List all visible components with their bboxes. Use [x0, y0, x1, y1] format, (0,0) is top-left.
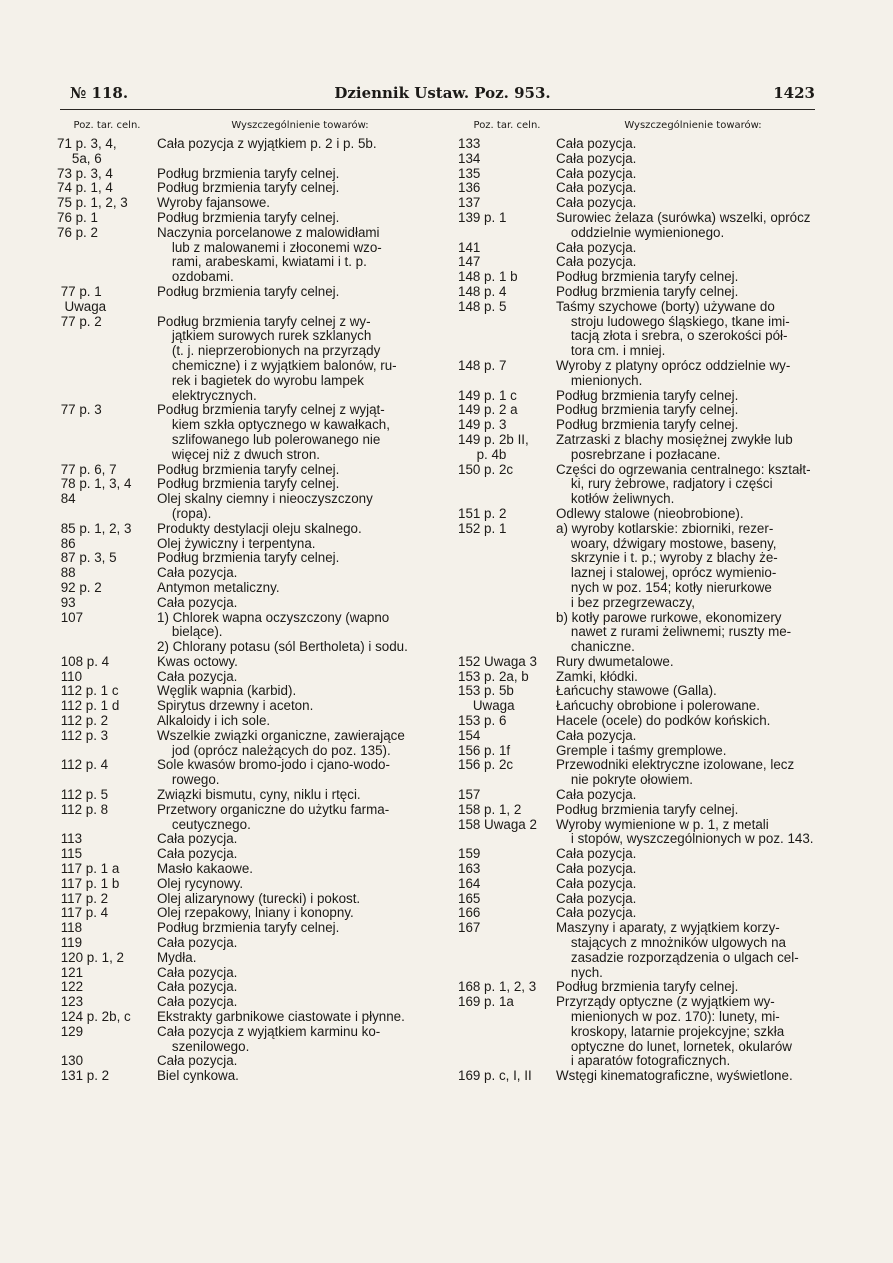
tariff-row: [57, 655, 443, 670]
goods-description: Cała pozycja.: [556, 196, 637, 211]
tariff-position: 112 p. 1 c: [57, 683, 119, 699]
goods-description: Olej skalny ciemny i nieoczyszczony (ropa).: [157, 492, 373, 521]
journal-title: Dziennik Ustaw. Poz. 953.: [334, 84, 551, 102]
tariff-row: [57, 492, 443, 522]
tariff-position: 149 p. 1 c: [458, 387, 517, 403]
goods-description: Cała pozycja.: [556, 788, 637, 803]
issue-number: № 118.: [70, 84, 129, 102]
goods-description: Cała pozycja.: [556, 891, 637, 906]
goods-description: Surowiec żelaza (surówka) wszelki, oprócz oddzielnie wymienionego.: [556, 210, 811, 240]
page-number: 1423: [773, 84, 815, 102]
goods-description: a) wyroby kotlarskie: zbiorniki, rezer- woary, dźwigary mostowe, baseny, skrzynie i t. p.; wyroby z blachy że- laznej i stalowej, oprócz wymienio- nych w poz. 154; kotły nierurkowe i bez przegrzewaczy, b) kotły parowe rurkowe, ekonomizery nawet z rurami żeliwnemi; ruszty me- chaniczne.: [556, 521, 792, 655]
tariff-row: [458, 729, 830, 744]
tariff-position: 147: [458, 254, 481, 270]
tariff-row: [57, 714, 443, 729]
tariff-row: [458, 995, 830, 1069]
page-header: [70, 84, 815, 108]
tariff-position: 135: [458, 165, 481, 181]
tariff-position: 169 p. c, I, II: [458, 1068, 532, 1084]
goods-description: Przewodniki elektryczne izolowane, lecz nie pokryte ołowiem.: [556, 758, 795, 788]
goods-description: Cała pozycja.: [157, 995, 238, 1010]
tariff-row: [458, 788, 830, 803]
goods-description: Podług brzmienia taryfy celnej.: [157, 921, 340, 936]
goods-description: Cała pozycja.: [157, 669, 238, 684]
tariff-row: [458, 1069, 830, 1084]
goods-description: Podług brzmienia taryfy celnej.: [556, 388, 739, 403]
tariff-row: [57, 862, 443, 877]
goods-description: Kwas octowy.: [157, 654, 238, 669]
right-rows: [458, 137, 830, 1084]
tariff-row: [57, 995, 443, 1010]
column-head-description: Wyszczególnienie towarów:: [624, 120, 762, 131]
tariff-row: [57, 196, 443, 211]
tariff-row: [458, 211, 830, 241]
tariff-position: 76 p. 2: [57, 224, 98, 240]
tariff-row: [458, 403, 830, 418]
tariff-position: 112 p. 2: [57, 713, 109, 729]
tariff-position: 156 p. 1f: [458, 742, 511, 758]
goods-description: Wszelkie związki organiczne, zawierające jod (oprócz należących do poz. 135).: [157, 728, 405, 758]
tariff-position: 139 p. 1: [458, 209, 507, 225]
tariff-row: [57, 211, 443, 226]
tariff-row: [458, 714, 830, 729]
tariff-position: 86: [57, 535, 76, 551]
goods-description: Wstęgi kinematograficzne, wyświetlone.: [556, 1069, 793, 1084]
tariff-row: [57, 285, 443, 315]
goods-description: Rury dwumetalowe.: [556, 654, 674, 669]
goods-description: Cała pozycja.: [157, 847, 238, 862]
tariff-position: 92 p. 2: [57, 579, 102, 595]
goods-description: Związki bismutu, cyny, niklu i rtęci.: [157, 788, 361, 803]
tariff-row: [57, 832, 443, 847]
tariff-position: 152 Uwaga 3: [458, 653, 537, 669]
tariff-position: 74 p. 1, 4: [57, 180, 113, 196]
tariff-row: [458, 418, 830, 433]
goods-description: Cała pozycja.: [556, 906, 637, 921]
tariff-row: [57, 181, 443, 196]
tariff-row: [458, 744, 830, 759]
tariff-row: [57, 921, 443, 936]
tariff-row: [57, 966, 443, 981]
tariff-position: 87 p. 3, 5: [57, 550, 117, 566]
goods-description: Olej alizarynowy (turecki) i pokost.: [157, 891, 361, 906]
goods-description: 1) Chlorek wapna oczyszczony (wapno bielące). 2) Chlorany potasu (sól Bertholeta) i sodu.: [157, 610, 408, 655]
goods-description: Cała pozycja z wyjątkiem karminu ko- szenilowego.: [157, 1024, 381, 1054]
goods-description: Olej żywiczny i terpentyna.: [157, 536, 316, 551]
tariff-position: 148 p. 1 b: [458, 269, 518, 285]
tariff-position: 75 p. 1, 2, 3: [57, 195, 128, 211]
tariff-position: 131 p. 2: [57, 1068, 110, 1084]
goods-description: Podług brzmienia taryfy celnej z wyjąt- kiem szkła optycznego w kawałkach, szlifowanego lub polerowanego nie więcej niż z dwuch stron.: [157, 403, 390, 462]
tariff-position: 110: [57, 668, 83, 684]
tariff-position: 148 p. 4: [458, 283, 507, 299]
tariff-row: [57, 403, 443, 462]
tariff-row: [57, 906, 443, 921]
tariff-row: [458, 270, 830, 285]
tariff-position: 93: [57, 594, 76, 610]
goods-description: Cała pozycja.: [556, 862, 637, 877]
tariff-row: [458, 818, 830, 848]
right-column-header: [458, 120, 830, 135]
goods-description: Łańcuchy stawowe (Galla). Łańcuchy obrobione i polerowane.: [556, 684, 760, 714]
tariff-row: [458, 167, 830, 182]
tariff-row: [458, 300, 830, 359]
tariff-position: 71 p. 3, 4, 5a, 6: [57, 136, 117, 166]
tariff-position: 159: [458, 846, 481, 862]
tariff-position: 168 p. 1, 2, 3: [458, 979, 537, 995]
goods-description: Cała pozycja.: [157, 936, 238, 951]
tariff-position: 158 p. 1, 2: [458, 801, 522, 817]
tariff-position: 153 p. 6: [458, 713, 507, 729]
tariff-position: 153 p. 5b Uwaga: [458, 683, 515, 714]
goods-description: Antymon metaliczny.: [157, 580, 280, 595]
tariff-position: 150 p. 2c: [458, 461, 514, 477]
tariff-position: 148 p. 7: [458, 357, 507, 373]
left-column-header: [57, 120, 443, 135]
goods-description: Zamki, kłódki.: [556, 669, 638, 684]
tariff-row: [458, 433, 830, 463]
tariff-position: 118: [57, 920, 83, 936]
tariff-row: [458, 847, 830, 862]
tariff-row: [458, 181, 830, 196]
tariff-position: 166: [458, 905, 481, 921]
goods-description: Podług brzmienia taryfy celnej.: [157, 284, 340, 299]
goods-description: Podług brzmienia taryfy celnej.: [157, 551, 340, 566]
goods-description: Podług brzmienia taryfy celnej.: [556, 284, 739, 299]
tariff-row: [57, 167, 443, 182]
goods-description: Mydła.: [157, 950, 197, 965]
tariff-row: [57, 758, 443, 788]
tariff-row: [57, 729, 443, 759]
goods-description: Przyrządy optyczne (z wyjątkiem wy- mienionych w poz. 170): lunety, mi- kroskopy, latarnie projekcyjne; szkła optyczne do lunet, lornetek, okularów i aparatów fotograficznych.: [556, 995, 792, 1069]
tariff-row: [57, 803, 443, 833]
goods-description: Cała pozycja.: [556, 151, 637, 166]
tariff-position: 117 p. 1 b: [57, 875, 120, 891]
tariff-row: [57, 847, 443, 862]
tariff-position: 137: [458, 195, 481, 211]
tariff-row: [458, 463, 830, 507]
tariff-row: [458, 803, 830, 818]
tariff-row: [57, 537, 443, 552]
tariff-row: [458, 892, 830, 907]
goods-description: Podług brzmienia taryfy celnej.: [157, 477, 340, 492]
tariff-position: 149 p. 2b II, p. 4b: [458, 431, 529, 462]
tariff-position: 154: [458, 727, 481, 743]
tariff-row: [458, 906, 830, 921]
goods-description: Cała pozycja.: [556, 728, 637, 743]
goods-description: Cała pozycja.: [157, 832, 238, 847]
tariff-row: [57, 1010, 443, 1025]
goods-description: Cała pozycja.: [556, 240, 637, 255]
tariff-position: 77 p. 3: [57, 402, 102, 418]
tariff-row: [458, 196, 830, 211]
goods-description: Cała pozycja.: [157, 980, 238, 995]
tariff-position: 134: [458, 150, 481, 166]
tariff-row: [57, 699, 443, 714]
tariff-row: [458, 921, 830, 980]
tariff-position: 149 p. 2 a: [458, 402, 518, 418]
tariff-position: 121: [57, 964, 84, 980]
goods-description: Cała pozycja.: [157, 1054, 238, 1069]
tariff-row: [458, 137, 830, 152]
tariff-position: 112 p. 4: [57, 757, 109, 773]
tariff-position: 77 p. 1 Uwaga: [60, 283, 107, 314]
goods-description: Podług brzmienia taryfy celnej.: [556, 270, 739, 285]
goods-description: Wyroby z platyny oprócz oddzielnie wy- mienionych.: [556, 358, 791, 388]
tariff-row: [458, 152, 830, 167]
tariff-position: 157: [458, 787, 481, 803]
tariff-row: [57, 1025, 443, 1055]
tariff-row: [57, 137, 443, 167]
tariff-position: 164: [458, 875, 481, 891]
goods-description: Podług brzmienia taryfy celnej z wy- jątkiem surowych rurek szklanych (t. j. nieprzerobionych na przyrządy chemiczne) i z wyjątkiem balonów, ru- rek i bagietek do wyrobu lampek elektrycznych.: [157, 314, 397, 403]
tariff-row: [57, 522, 443, 537]
tariff-position: 107: [57, 609, 84, 625]
tariff-row: [458, 758, 830, 788]
left-column: [57, 120, 443, 1084]
column-head-description: Wyszczególnienie towarów:: [231, 120, 369, 131]
tariff-row: [57, 980, 443, 995]
tariff-position: 123: [57, 994, 84, 1010]
tariff-position: 112 p. 3: [57, 727, 109, 743]
tariff-position: 85 p. 1, 2, 3: [57, 520, 132, 536]
tariff-row: [57, 463, 443, 478]
tariff-row: [458, 389, 830, 404]
tariff-position: 88: [57, 565, 76, 581]
column-head-number: Poz. tar. celn.: [473, 120, 541, 131]
tariff-row: [458, 241, 830, 256]
tariff-position: 119: [57, 935, 83, 951]
goods-description: Podług brzmienia taryfy celnej.: [157, 181, 340, 196]
tariff-position: 120 p. 1, 2: [57, 949, 125, 965]
goods-description: Sole kwasów bromo-jodo i cjano-wodo- rowego.: [157, 758, 390, 788]
goods-description: Cała pozycja.: [556, 847, 637, 862]
tariff-position: 148 p. 5: [458, 298, 507, 314]
tariff-position: 76 p. 1: [57, 209, 98, 225]
tariff-row: [458, 684, 830, 714]
goods-description: Olej rycynowy.: [157, 876, 244, 891]
goods-description: Zatrzaski z blachy mosiężnej zwykłe lub posrebrzane i pozłacane.: [556, 432, 793, 462]
tariff-position: 73 p. 3, 4: [57, 165, 113, 181]
tariff-row: [458, 255, 830, 270]
tariff-position: 77 p. 2: [57, 313, 102, 329]
right-column: [458, 120, 830, 1084]
tariff-row: [458, 522, 830, 655]
goods-description: Podług brzmienia taryfy celnej.: [556, 980, 739, 995]
tariff-position: 167: [458, 920, 481, 936]
tariff-position: 163: [458, 861, 481, 877]
tariff-position: 78 p. 1, 3, 4: [57, 476, 132, 492]
left-rows: [57, 137, 443, 1084]
tariff-row: [458, 862, 830, 877]
goods-description: Wyroby fajansowe.: [157, 196, 271, 211]
tariff-row: [458, 359, 830, 389]
tariff-position: 156 p. 2c: [458, 757, 514, 773]
tariff-row: [458, 655, 830, 670]
tariff-position: 165: [458, 890, 481, 906]
tariff-row: [57, 596, 443, 611]
goods-description: Podług brzmienia taryfy celnej.: [556, 418, 739, 433]
tariff-row: [57, 226, 443, 285]
tariff-position: 124 p. 2b, c: [57, 1009, 131, 1025]
tariff-position: 112 p. 8: [57, 801, 109, 817]
tariff-position: 112 p. 1 d: [57, 698, 120, 714]
tariff-row: [458, 980, 830, 995]
tariff-position: 169 p. 1a: [458, 994, 514, 1010]
tariff-row: [57, 1054, 443, 1069]
tariff-position: 136: [458, 180, 481, 196]
tariff-position: 117 p. 1 a: [57, 861, 120, 877]
goods-description: Masło kakaowe.: [157, 862, 254, 877]
tariff-row: [57, 581, 443, 596]
tariff-position: 117 p. 4: [57, 905, 109, 921]
goods-description: Cała pozycja.: [556, 181, 637, 196]
tariff-row: [57, 951, 443, 966]
tariff-position: 77 p. 6, 7: [57, 461, 117, 477]
tariff-position: 130: [57, 1053, 84, 1069]
tariff-row: [57, 936, 443, 951]
tariff-position: 115: [57, 846, 83, 862]
tariff-row: [57, 877, 443, 892]
tariff-position: 122: [57, 979, 84, 995]
goods-description: Podług brzmienia taryfy celnej.: [556, 802, 739, 817]
goods-description: Wyroby wymienione w p. 1, z metali i stopów, wyszczególnionych w poz. 143.: [556, 817, 814, 847]
tariff-position: 133: [458, 136, 481, 151]
tariff-row: [458, 877, 830, 892]
tariff-position: 153 p. 2a, b: [458, 668, 529, 684]
tariff-row: [458, 507, 830, 522]
tariff-row: [57, 551, 443, 566]
goods-description: Podług brzmienia taryfy celnej.: [157, 166, 340, 181]
tariff-position: 117 p. 2: [57, 890, 109, 906]
tariff-row: [458, 285, 830, 300]
goods-description: Maszyny i aparaty, z wyjątkiem korzy- stających z mnożników ulgowych na zasadzie rozporządzenia o ulgach cel- nych.: [556, 921, 799, 980]
tariff-row: [57, 566, 443, 581]
goods-description: Węglik wapnia (karbid).: [157, 684, 297, 699]
goods-description: Cała pozycja.: [556, 876, 637, 891]
goods-description: Cała pozycja.: [556, 166, 637, 181]
tariff-row: [57, 892, 443, 907]
tariff-row: [57, 684, 443, 699]
column-head-number: Poz. tar. celn.: [73, 120, 141, 131]
tariff-row: [57, 477, 443, 492]
tariff-position: 151 p. 2: [458, 505, 507, 521]
goods-description: Olej rzepakowy, lniany i konopny.: [157, 906, 354, 921]
goods-description: Cała pozycja z wyjątkiem p. 2 i p. 5b.: [157, 137, 377, 151]
goods-description: Cała pozycja.: [157, 965, 238, 980]
goods-description: Przetwory organiczne do użytku farma- ceutycznego.: [157, 802, 390, 832]
goods-description: Biel cynkowa.: [157, 1069, 239, 1084]
goods-description: Cała pozycja.: [157, 595, 238, 610]
goods-description: Gremple i taśmy gremplowe.: [556, 743, 727, 758]
tariff-position: 158 Uwaga 2: [458, 816, 537, 832]
tariff-row: [57, 315, 443, 404]
goods-description: Naczynia porcelanowe z malowidłami lub z malowanemi i złoconemi wzo- rami, arabeskami, kwiatami i t. p. ozdobami.: [157, 225, 382, 285]
goods-description: Hacele (ocele) do podków końskich.: [556, 714, 771, 729]
goods-description: Taśmy szychowe (borty) używane do stroju ludowego śląskiego, tkane imi- tacją złota i srebra, o szerokości pół- tora cm. i mniej.: [556, 299, 790, 359]
goods-description: Cała pozycja.: [556, 137, 637, 151]
tariff-position: 129: [57, 1023, 84, 1039]
goods-description: Alkaloidy i ich sole.: [157, 714, 271, 729]
goods-description: Części do ogrzewania centralnego: kształt- ki, rury żebrowe, radjatory i części kotłów żeliwnych.: [556, 462, 811, 507]
tariff-row: [57, 788, 443, 803]
goods-description: Podług brzmienia taryfy celnej.: [157, 462, 340, 477]
goods-description: Produkty destylacji oleju skalnego.: [157, 521, 362, 536]
tariff-row: [57, 1069, 443, 1084]
tariff-position: 141: [458, 239, 481, 255]
goods-description: Spirytus drzewny i aceton.: [157, 699, 314, 714]
tariff-row: [458, 670, 830, 685]
tariff-position: 108 p. 4: [57, 653, 110, 669]
tariff-row: [57, 611, 443, 655]
tariff-position: 152 p. 1: [458, 520, 507, 536]
tariff-position: 84: [57, 491, 76, 507]
goods-description: Cała pozycja.: [157, 566, 238, 581]
goods-description: Podług brzmienia taryfy celnej.: [157, 210, 340, 225]
goods-description: Podług brzmienia taryfy celnej.: [556, 403, 739, 418]
goods-description: Ekstrakty garbnikowe ciastowate i płynne.: [157, 1010, 405, 1025]
goods-description: Odlewy stalowe (nieobrobione).: [556, 506, 744, 521]
header-rule: [60, 109, 815, 110]
tariff-row: [57, 670, 443, 685]
goods-description: Cała pozycja.: [556, 255, 637, 270]
tariff-position: 149 p. 3: [458, 417, 507, 433]
tariff-position: 112 p. 5: [57, 787, 109, 803]
tariff-position: 113: [57, 831, 83, 847]
